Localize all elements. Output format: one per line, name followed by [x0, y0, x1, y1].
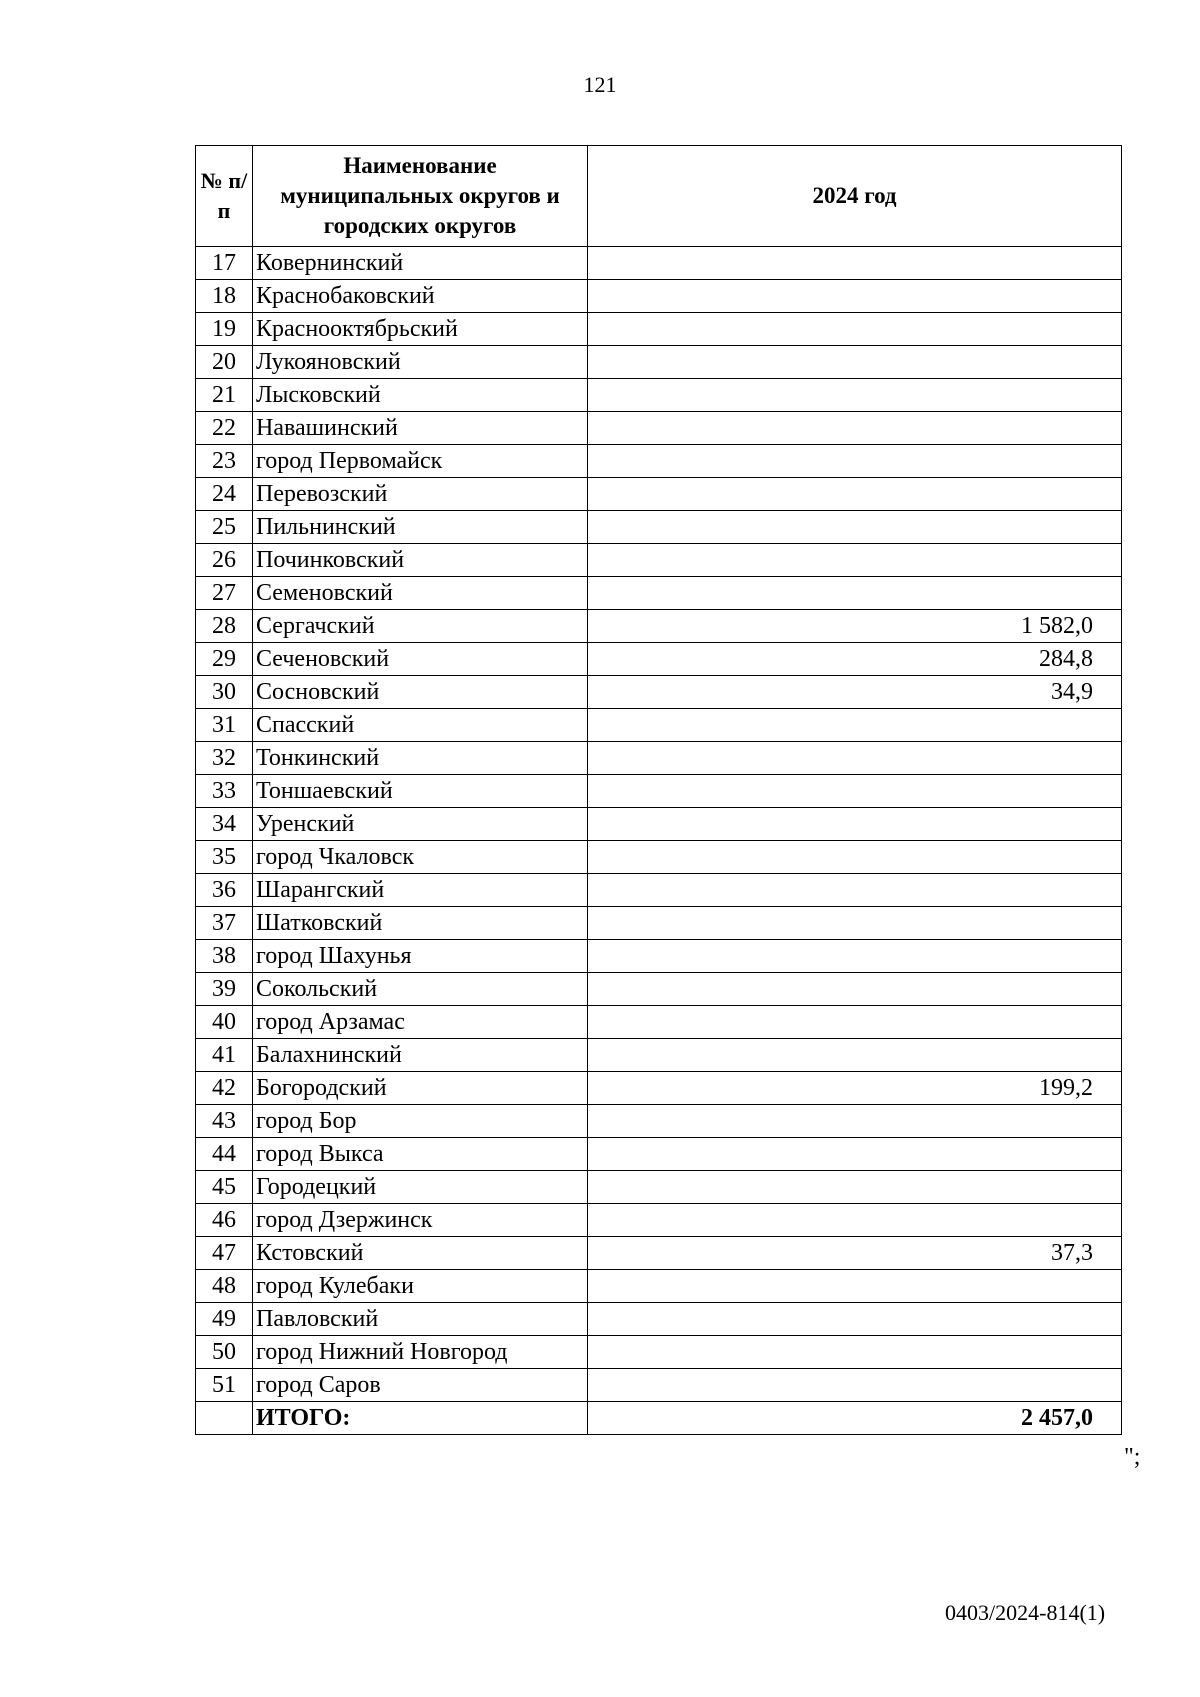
row-value	[588, 742, 1122, 775]
row-value	[588, 1303, 1122, 1336]
row-value: 284,8	[588, 643, 1122, 676]
table-row	[196, 775, 1122, 808]
header-number: № п/п	[196, 146, 253, 247]
row-number: 51	[196, 1369, 253, 1402]
row-name: Тонкинский	[253, 742, 588, 775]
row-value	[588, 907, 1122, 940]
row-name: город Саров	[253, 1369, 588, 1402]
table-row	[196, 841, 1122, 874]
table-row	[196, 247, 1122, 280]
row-value	[588, 412, 1122, 445]
row-name: город Дзержинск	[253, 1204, 588, 1237]
row-value	[588, 709, 1122, 742]
row-name: город Кулебаки	[253, 1270, 588, 1303]
row-name: Лукояновский	[253, 346, 588, 379]
table-row	[196, 808, 1122, 841]
table-row	[196, 1039, 1122, 1072]
row-value	[588, 280, 1122, 313]
table-row	[196, 973, 1122, 1006]
row-name: Павловский	[253, 1303, 588, 1336]
row-number: 38	[196, 940, 253, 973]
row-value	[588, 841, 1122, 874]
row-value	[588, 1006, 1122, 1039]
row-value	[588, 544, 1122, 577]
row-value	[588, 1369, 1122, 1402]
row-name: Уренский	[253, 808, 588, 841]
row-name: Навашинский	[253, 412, 588, 445]
header-name: Наименование муниципальных округов и городских округов	[253, 146, 588, 247]
row-name: Кстовский	[253, 1237, 588, 1270]
row-number: 36	[196, 874, 253, 907]
table-row	[196, 280, 1122, 313]
row-name: Лысковский	[253, 379, 588, 412]
row-value: 1 582,0	[588, 610, 1122, 643]
row-number: 40	[196, 1006, 253, 1039]
row-value	[588, 1105, 1122, 1138]
page-number: 121	[583, 72, 617, 97]
total-row	[196, 1402, 1122, 1435]
closing-quote-mark: ";	[1124, 1444, 1141, 1470]
row-number: 19	[196, 313, 253, 346]
row-name: Сосновский	[253, 676, 588, 709]
table-row	[196, 544, 1122, 577]
row-name: Городецкий	[253, 1171, 588, 1204]
row-value	[588, 313, 1122, 346]
table-row	[196, 709, 1122, 742]
row-value	[588, 577, 1122, 610]
row-name: Богородский	[253, 1072, 588, 1105]
row-name: Сергачский	[253, 610, 588, 643]
table-row	[196, 1006, 1122, 1039]
table-row	[196, 940, 1122, 973]
total-value: 2 457,0	[588, 1402, 1122, 1435]
row-number: 26	[196, 544, 253, 577]
row-value	[588, 1270, 1122, 1303]
table-row	[196, 1072, 1122, 1105]
row-name: Семеновский	[253, 577, 588, 610]
row-name: Шатковский	[253, 907, 588, 940]
table-header-row	[196, 146, 1122, 247]
table-row	[196, 313, 1122, 346]
row-value	[588, 1171, 1122, 1204]
table-row	[196, 676, 1122, 709]
row-name: город Выкса	[253, 1138, 588, 1171]
row-value	[588, 1039, 1122, 1072]
table-row	[196, 445, 1122, 478]
row-name: Ковернинский	[253, 247, 588, 280]
row-name: город Первомайск	[253, 445, 588, 478]
row-value: 37,3	[588, 1237, 1122, 1270]
row-number: 17	[196, 247, 253, 280]
row-name: Перевозский	[253, 478, 588, 511]
subsidy-table	[195, 145, 1122, 1435]
row-number: 32	[196, 742, 253, 775]
row-name: город Чкаловск	[253, 841, 588, 874]
table-row	[196, 511, 1122, 544]
row-number: 39	[196, 973, 253, 1006]
row-name: город Арзамас	[253, 1006, 588, 1039]
row-number: 30	[196, 676, 253, 709]
table-row	[196, 1237, 1122, 1270]
row-number: 18	[196, 280, 253, 313]
row-number: 31	[196, 709, 253, 742]
row-value	[588, 808, 1122, 841]
row-number: 48	[196, 1270, 253, 1303]
table-row	[196, 1105, 1122, 1138]
row-value	[588, 775, 1122, 808]
table-row	[196, 610, 1122, 643]
row-name: Тоншаевский	[253, 775, 588, 808]
table-row	[196, 1138, 1122, 1171]
row-number: 43	[196, 1105, 253, 1138]
row-number: 23	[196, 445, 253, 478]
row-value	[588, 1336, 1122, 1369]
row-number: 49	[196, 1303, 253, 1336]
row-number: 35	[196, 841, 253, 874]
row-number: 21	[196, 379, 253, 412]
table-row	[196, 346, 1122, 379]
table-row	[196, 1171, 1122, 1204]
total-label: ИТОГО:	[253, 1402, 588, 1435]
document-code: 0403/2024-814(1)	[945, 1600, 1106, 1625]
table-row	[196, 1303, 1122, 1336]
row-value	[588, 247, 1122, 280]
total-number-cell	[196, 1402, 253, 1435]
row-name: Спасский	[253, 709, 588, 742]
row-number: 24	[196, 478, 253, 511]
row-number: 46	[196, 1204, 253, 1237]
row-value	[588, 973, 1122, 1006]
row-name: Сеченовский	[253, 643, 588, 676]
row-value: 34,9	[588, 676, 1122, 709]
row-value	[588, 1204, 1122, 1237]
row-value	[588, 1138, 1122, 1171]
table-row	[196, 1369, 1122, 1402]
row-name: Краснооктябрьский	[253, 313, 588, 346]
row-number: 44	[196, 1138, 253, 1171]
row-name: Сокольский	[253, 973, 588, 1006]
row-value	[588, 940, 1122, 973]
row-number: 47	[196, 1237, 253, 1270]
table-row	[196, 1336, 1122, 1369]
table-row	[196, 874, 1122, 907]
row-name: Краснобаковский	[253, 280, 588, 313]
row-number: 42	[196, 1072, 253, 1105]
table-row	[196, 1270, 1122, 1303]
row-name: город Бор	[253, 1105, 588, 1138]
table-body	[196, 247, 1122, 1402]
table-row	[196, 742, 1122, 775]
table-row	[196, 907, 1122, 940]
table-row	[196, 412, 1122, 445]
row-number: 33	[196, 775, 253, 808]
row-value: 199,2	[588, 1072, 1122, 1105]
table-row	[196, 577, 1122, 610]
row-value	[588, 874, 1122, 907]
row-number: 41	[196, 1039, 253, 1072]
row-name: Шарангский	[253, 874, 588, 907]
row-number: 28	[196, 610, 253, 643]
row-number: 25	[196, 511, 253, 544]
row-number: 37	[196, 907, 253, 940]
header-year: 2024 год	[588, 146, 1122, 247]
row-name: Починковский	[253, 544, 588, 577]
row-number: 34	[196, 808, 253, 841]
row-number: 45	[196, 1171, 253, 1204]
row-value	[588, 478, 1122, 511]
row-number: 27	[196, 577, 253, 610]
row-number: 50	[196, 1336, 253, 1369]
table-row	[196, 1204, 1122, 1237]
row-number: 29	[196, 643, 253, 676]
row-value	[588, 346, 1122, 379]
table-row	[196, 379, 1122, 412]
row-name: Пильнинский	[253, 511, 588, 544]
table-row	[196, 643, 1122, 676]
row-value	[588, 445, 1122, 478]
row-number: 22	[196, 412, 253, 445]
row-name: город Шахунья	[253, 940, 588, 973]
row-number: 20	[196, 346, 253, 379]
table-row	[196, 478, 1122, 511]
row-name: Балахнинский	[253, 1039, 588, 1072]
row-value	[588, 511, 1122, 544]
row-value	[588, 379, 1122, 412]
row-name: город Нижний Новгород	[253, 1336, 588, 1369]
